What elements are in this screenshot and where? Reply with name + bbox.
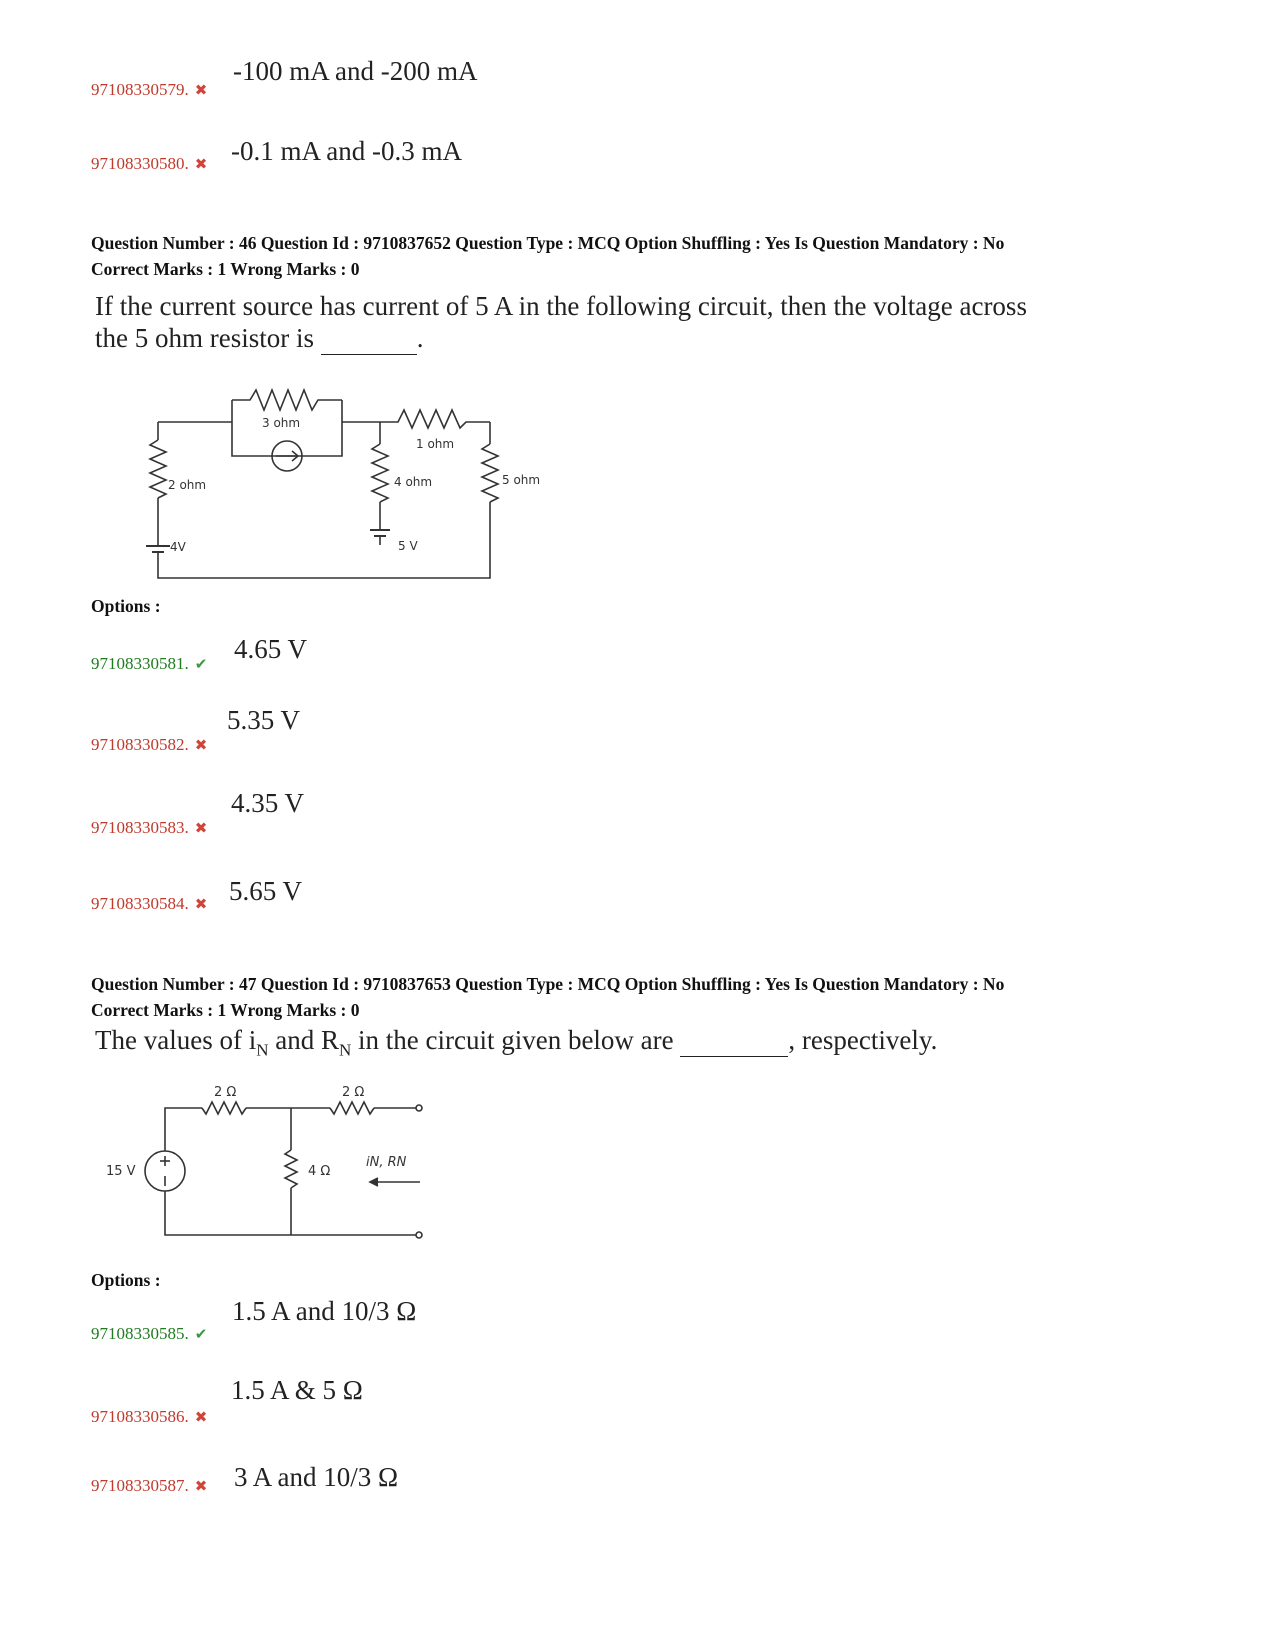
question-meta: Question Number : 47 Question Id : 9710837653 Question Type : MCQ Option Shuffling : Yes Is Question Mandatory : No bbox=[91, 974, 1005, 994]
wrong-mark-icon: ✖ bbox=[194, 819, 208, 837]
option-text: 4.35 V bbox=[231, 788, 305, 818]
question-header bbox=[91, 971, 1004, 1023]
label-3ohm: 3 ohm bbox=[262, 416, 301, 430]
question-text-fragment: , respectively. bbox=[788, 1025, 938, 1055]
option-row bbox=[91, 894, 207, 914]
question-header bbox=[91, 230, 1004, 282]
option-id: 97108330581. bbox=[91, 654, 189, 673]
option-id: 97108330582. bbox=[91, 735, 189, 754]
option-text: -0.1 mA and -0.3 mA bbox=[231, 136, 462, 166]
label-2ohm: 2 ohm bbox=[168, 478, 207, 492]
subscript: N bbox=[338, 1040, 352, 1060]
option-text: 1.5 A and 10/3 Ω bbox=[232, 1296, 417, 1326]
correct-mark-icon: ✔ bbox=[194, 655, 208, 673]
option-id: 97108330587. bbox=[91, 1476, 189, 1495]
question-text-line bbox=[95, 322, 1027, 355]
correct-mark-icon: ✔ bbox=[194, 1325, 208, 1343]
option-id: 97108330583. bbox=[91, 818, 189, 837]
question-marks: Correct Marks : 1 Wrong Marks : 0 bbox=[91, 259, 360, 279]
option-id: 97108330584. bbox=[91, 894, 189, 913]
option-id: 97108330585. bbox=[91, 1324, 189, 1343]
subscript: N bbox=[256, 1040, 269, 1060]
wrong-mark-icon: ✖ bbox=[194, 81, 208, 99]
wrong-mark-icon: ✖ bbox=[194, 1477, 208, 1495]
question-text bbox=[95, 1024, 937, 1066]
options-label: Options : bbox=[91, 1270, 161, 1290]
option-text: 5.35 V bbox=[227, 705, 301, 735]
wrong-mark-icon: ✖ bbox=[194, 155, 208, 173]
option-id: 97108330586. bbox=[91, 1407, 189, 1426]
option-row bbox=[91, 654, 207, 674]
option-text: 1.5 A & 5 Ω bbox=[231, 1375, 363, 1405]
wrong-mark-icon: ✖ bbox=[194, 895, 208, 913]
answer-blank bbox=[321, 322, 417, 355]
question-text bbox=[95, 290, 1027, 355]
label-1ohm: 1 ohm bbox=[416, 437, 455, 451]
question-marks: Correct Marks : 1 Wrong Marks : 0 bbox=[91, 1000, 360, 1020]
option-text: 4.65 V bbox=[234, 634, 308, 664]
question-text-fragment: and R bbox=[268, 1025, 339, 1055]
option-id: 97108330579. bbox=[91, 80, 189, 99]
option-row bbox=[91, 735, 207, 755]
option-text: -100 mA and -200 mA bbox=[233, 56, 478, 86]
option-text: 5.65 V bbox=[229, 876, 303, 906]
option-row bbox=[91, 154, 207, 174]
question-text-fragment: . bbox=[416, 323, 424, 353]
option-row bbox=[91, 1324, 207, 1344]
question-text-line: If the current source has current of 5 A in the following circuit, then the voltage across bbox=[95, 291, 1027, 321]
circuit-diagram-q47 bbox=[100, 1078, 450, 1248]
option-text: 3 A and 10/3 Ω bbox=[234, 1462, 399, 1492]
option-row bbox=[91, 80, 207, 100]
circuit-diagram-q46 bbox=[110, 370, 560, 595]
option-row bbox=[91, 818, 207, 838]
label-5v: 5 V bbox=[398, 539, 418, 553]
label-15v: 15 V bbox=[106, 1164, 136, 1179]
answer-blank bbox=[680, 1024, 788, 1057]
question-meta: Question Number : 46 Question Id : 9710837652 Question Type : MCQ Option Shuffling : Yes Is Question Mandatory : No bbox=[91, 233, 1005, 253]
label-5ohm: 5 ohm bbox=[502, 473, 541, 487]
wrong-mark-icon: ✖ bbox=[194, 1408, 208, 1426]
question-text-fragment: the 5 ohm resistor is bbox=[95, 323, 314, 353]
label-4ohm: 4 Ω bbox=[308, 1164, 331, 1179]
options-label: Options : bbox=[91, 596, 161, 616]
label-2ohm-left: 2 Ω bbox=[214, 1085, 237, 1100]
wrong-mark-icon: ✖ bbox=[194, 736, 208, 754]
option-row bbox=[91, 1407, 207, 1427]
label-4ohm: 4 ohm bbox=[394, 475, 433, 489]
label-in-rn: iN, RN bbox=[366, 1155, 407, 1170]
label-4v: 4V bbox=[170, 540, 186, 554]
label-2ohm-right: 2 Ω bbox=[342, 1085, 365, 1100]
option-row bbox=[91, 1476, 207, 1496]
option-id: 97108330580. bbox=[91, 154, 189, 173]
question-text-fragment: in the circuit given below are bbox=[351, 1025, 681, 1055]
question-text-fragment: The values of i bbox=[95, 1025, 257, 1055]
